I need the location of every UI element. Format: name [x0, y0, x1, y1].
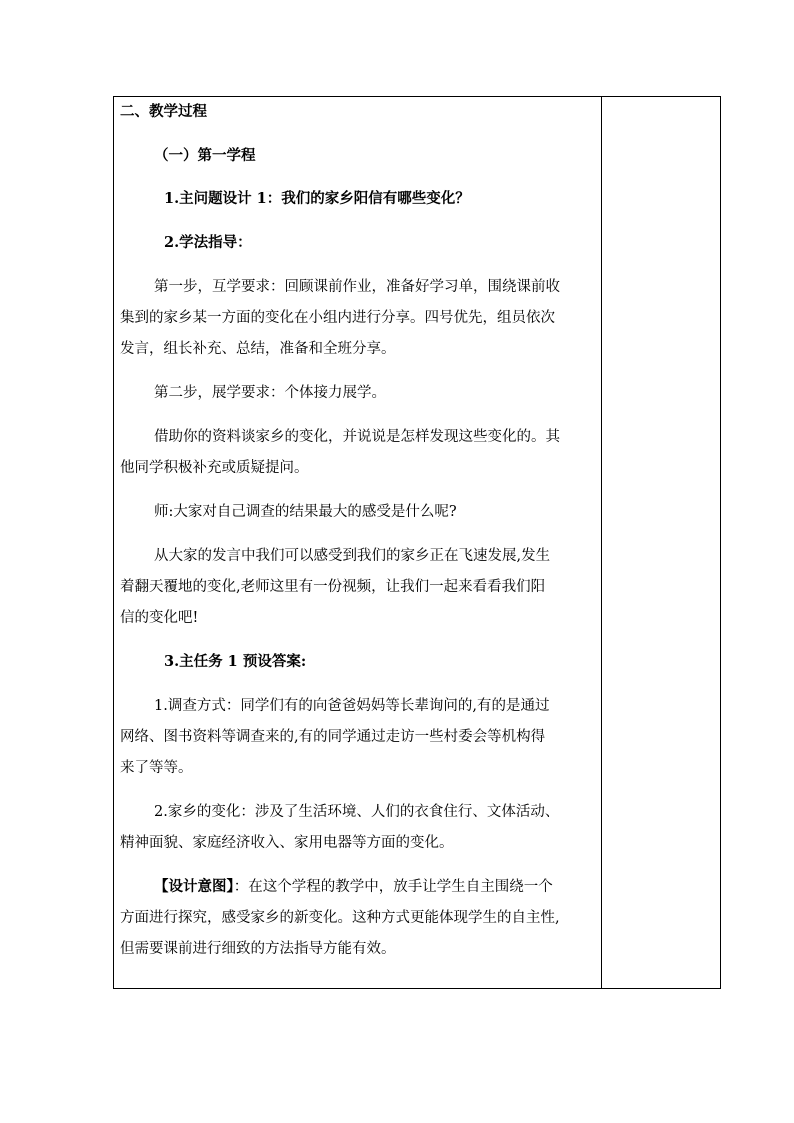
step1-line-3: 发言，组长补充、总结，准备和全班分享。: [120, 341, 396, 357]
answer2-line-1: 2.家乡的变化：涉及了生活环境、人们的衣食住行、文体活动、: [154, 804, 560, 820]
intent-line-2: 方面进行探究，感受家乡的新变化。这种方式更能体现学生的自主性,: [120, 910, 560, 926]
main-question: 1.主问题设计 1：我们的家乡阳信有哪些变化？: [164, 190, 470, 207]
summary-line-1: 从大家的发言中我们可以感受到我们的家乡正在飞速发展,发生: [154, 548, 551, 564]
step1-line-1: 第一步，互学要求：回顾课前作业，准备好学习单，围绕课前收: [154, 279, 560, 295]
answer2-line-2: 精神面貌、家庭经济收入、家用电器等方面的变化。: [120, 835, 454, 851]
answer1-line-1: 1.调查方式：同学们有的向爸爸妈妈等长辈询问的,有的是通过: [154, 698, 550, 714]
lesson-plan-table: [113, 96, 721, 989]
intent-line-3: 但需要课前进行细致的方法指导方能有效。: [120, 941, 396, 957]
method-title: 2.学法指导：: [164, 234, 252, 251]
section-title: 二、教学过程: [120, 103, 207, 120]
teacher-question: 师:大家对自己调查的结果最大的感受是什么呢?: [154, 504, 457, 520]
step1-line-2: 集到的家乡某一方面的变化在小组内进行分享。四号优先，组员依次: [120, 310, 555, 326]
step2-text: 第二步，展学要求：个体接力展学。: [154, 385, 386, 401]
stage-title: （一）第一学程: [154, 147, 256, 164]
column-divider: [601, 97, 602, 988]
step3-line-1: 借助你的资料谈家乡的变化，并说说是怎样发现这些变化的。其: [154, 429, 560, 445]
summary-line-3: 信的变化吧!: [120, 610, 199, 626]
intent-label: 【设计意图】: [154, 878, 234, 895]
answer1-line-2: 网络、图书资料等调查来的,有的同学通过走访一些村委会等机构得: [120, 729, 546, 745]
answer1-line-3: 来了等等。: [120, 760, 193, 776]
step3-line-2: 他同学积极补充或质疑提问。: [120, 460, 309, 476]
intent-line-1: [154, 877, 553, 897]
answer-title: 3.主任务 1 预设答案:: [164, 653, 307, 670]
intent-text-1: ：在这个学程的教学中，放手让学生自主围绕一个: [233, 879, 553, 895]
summary-line-2: 着翻天覆地的变化,老师这里有一份视频，让我们一起来看看我们阳: [120, 579, 546, 595]
